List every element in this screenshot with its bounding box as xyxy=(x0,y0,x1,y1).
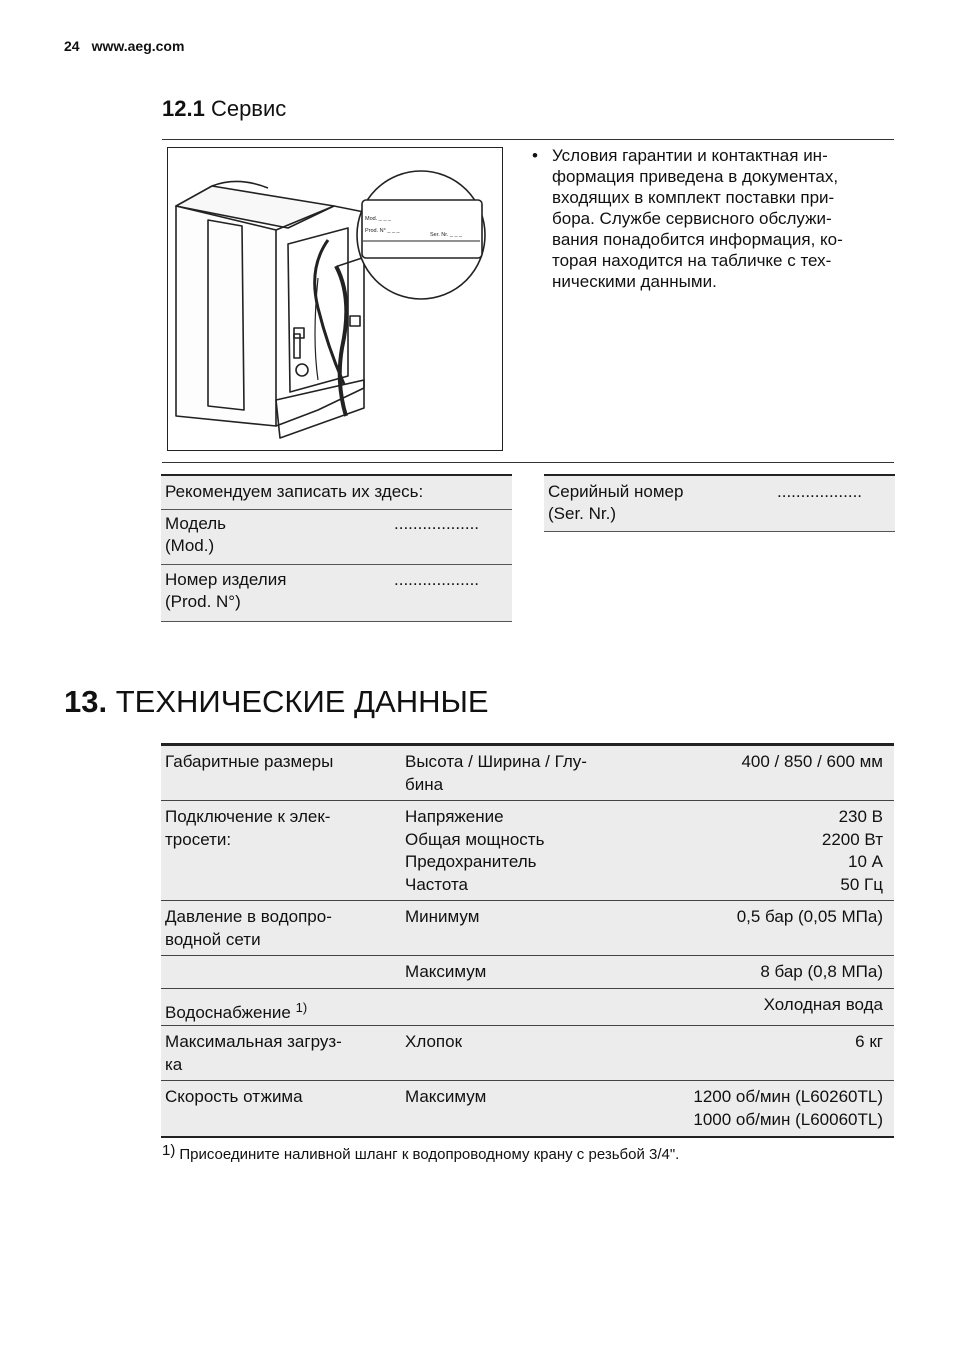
model-label: Модель (Mod.) xyxy=(165,514,227,555)
prod-label: Номер изделия (Prod. N°) xyxy=(165,570,287,611)
row-value: 8 бар (0,8 МПа) xyxy=(760,962,883,981)
row-param: Напряжение Общая мощность Предохранитель Частота xyxy=(405,807,545,894)
model-value: .................. xyxy=(394,514,480,533)
section-rule-bottom xyxy=(162,462,894,463)
section-13-title: ТЕХНИЧЕСКИЕ ДАННЫЕ xyxy=(115,684,489,719)
section-rule-top xyxy=(162,139,894,140)
footnote-ref: 1) xyxy=(295,1000,308,1015)
footnote xyxy=(162,1142,679,1163)
table-row xyxy=(161,801,894,901)
table-row xyxy=(161,956,894,989)
row-label: Подключение к элек- тросети: xyxy=(165,807,331,849)
row-label: Скорость отжима xyxy=(165,1087,303,1106)
row-label: Максимальная загруз- ка xyxy=(165,1032,342,1074)
table-row xyxy=(161,901,894,956)
row-param: Высота / Ширина / Глу- бина xyxy=(405,752,587,794)
plate-prod-label: Prod. N° _ _ _ xyxy=(365,228,400,234)
serial-label: Серийный номер (Ser. Nr.) xyxy=(548,482,684,523)
row-label: Давление в водопро- водной сети xyxy=(165,907,332,949)
row-param: Максимум xyxy=(405,1087,487,1106)
section-title: Сервис xyxy=(210,96,287,121)
table-row xyxy=(161,1081,894,1138)
row-value: 400 / 850 / 600 мм xyxy=(741,752,883,771)
warranty-text: Условия гарантии и контактная ин- формация приведена в документах, входящих в комплект поставки при- бора. Службе сервисного обслужи- вания понадобится информация, ко- торая находится на табличке с тех- ническими данными. xyxy=(552,146,843,291)
row-value: 6 кг xyxy=(855,1032,883,1051)
page-number: 24 xyxy=(64,38,80,54)
section-13-heading xyxy=(64,684,489,720)
serial-table xyxy=(544,474,895,532)
row-value: 230 В 2200 Вт 10 А 50 Гц xyxy=(821,807,883,894)
footnote-mark: 1) xyxy=(162,1142,176,1159)
section-number: 12.1 xyxy=(162,96,205,121)
row-param: Максимум xyxy=(405,962,487,981)
row-label xyxy=(165,997,395,1025)
plate-ser-label: Ser. Nr. _ _ _ xyxy=(430,232,463,238)
table-row xyxy=(161,1026,894,1081)
section-13-number: 13. xyxy=(64,684,108,719)
section-12-1-heading xyxy=(162,96,286,122)
row-param: Хлопок xyxy=(405,1032,463,1051)
dishwasher-back-illustration xyxy=(168,148,502,450)
prod-value: .................. xyxy=(394,570,480,589)
record-row-model xyxy=(161,509,512,565)
page-header xyxy=(64,38,196,54)
rating-plate-figure xyxy=(167,147,503,451)
serial-value: .................. xyxy=(777,482,863,501)
table-row xyxy=(161,989,894,1026)
record-table xyxy=(161,474,512,622)
row-value: Холодная вода xyxy=(763,995,883,1014)
plate-mod-label: Mod. _ _ _ xyxy=(365,216,391,222)
row-label: Габаритные размеры xyxy=(165,752,334,771)
water-supply-label: Водоснабжение xyxy=(165,1003,291,1022)
record-row-prod xyxy=(161,564,512,621)
tech-data-table xyxy=(161,743,894,1139)
bullet-dot: • xyxy=(532,146,538,165)
row-param: Минимум xyxy=(405,907,480,926)
table-row xyxy=(161,746,894,801)
row-value: 0,5 бар (0,05 МПа) xyxy=(736,907,883,926)
website-url: www.aeg.com xyxy=(91,38,185,54)
warranty-bullet xyxy=(532,145,892,292)
row-value: 1200 об/мин (L60260TL) 1000 об/мин (L60060TL) xyxy=(693,1087,883,1129)
record-table-header: Рекомендуем записать их здесь: xyxy=(165,482,424,501)
footnote-text: Присоедините наливной шланг к водопроводному крану с резьбой 3/4". xyxy=(179,1146,680,1163)
